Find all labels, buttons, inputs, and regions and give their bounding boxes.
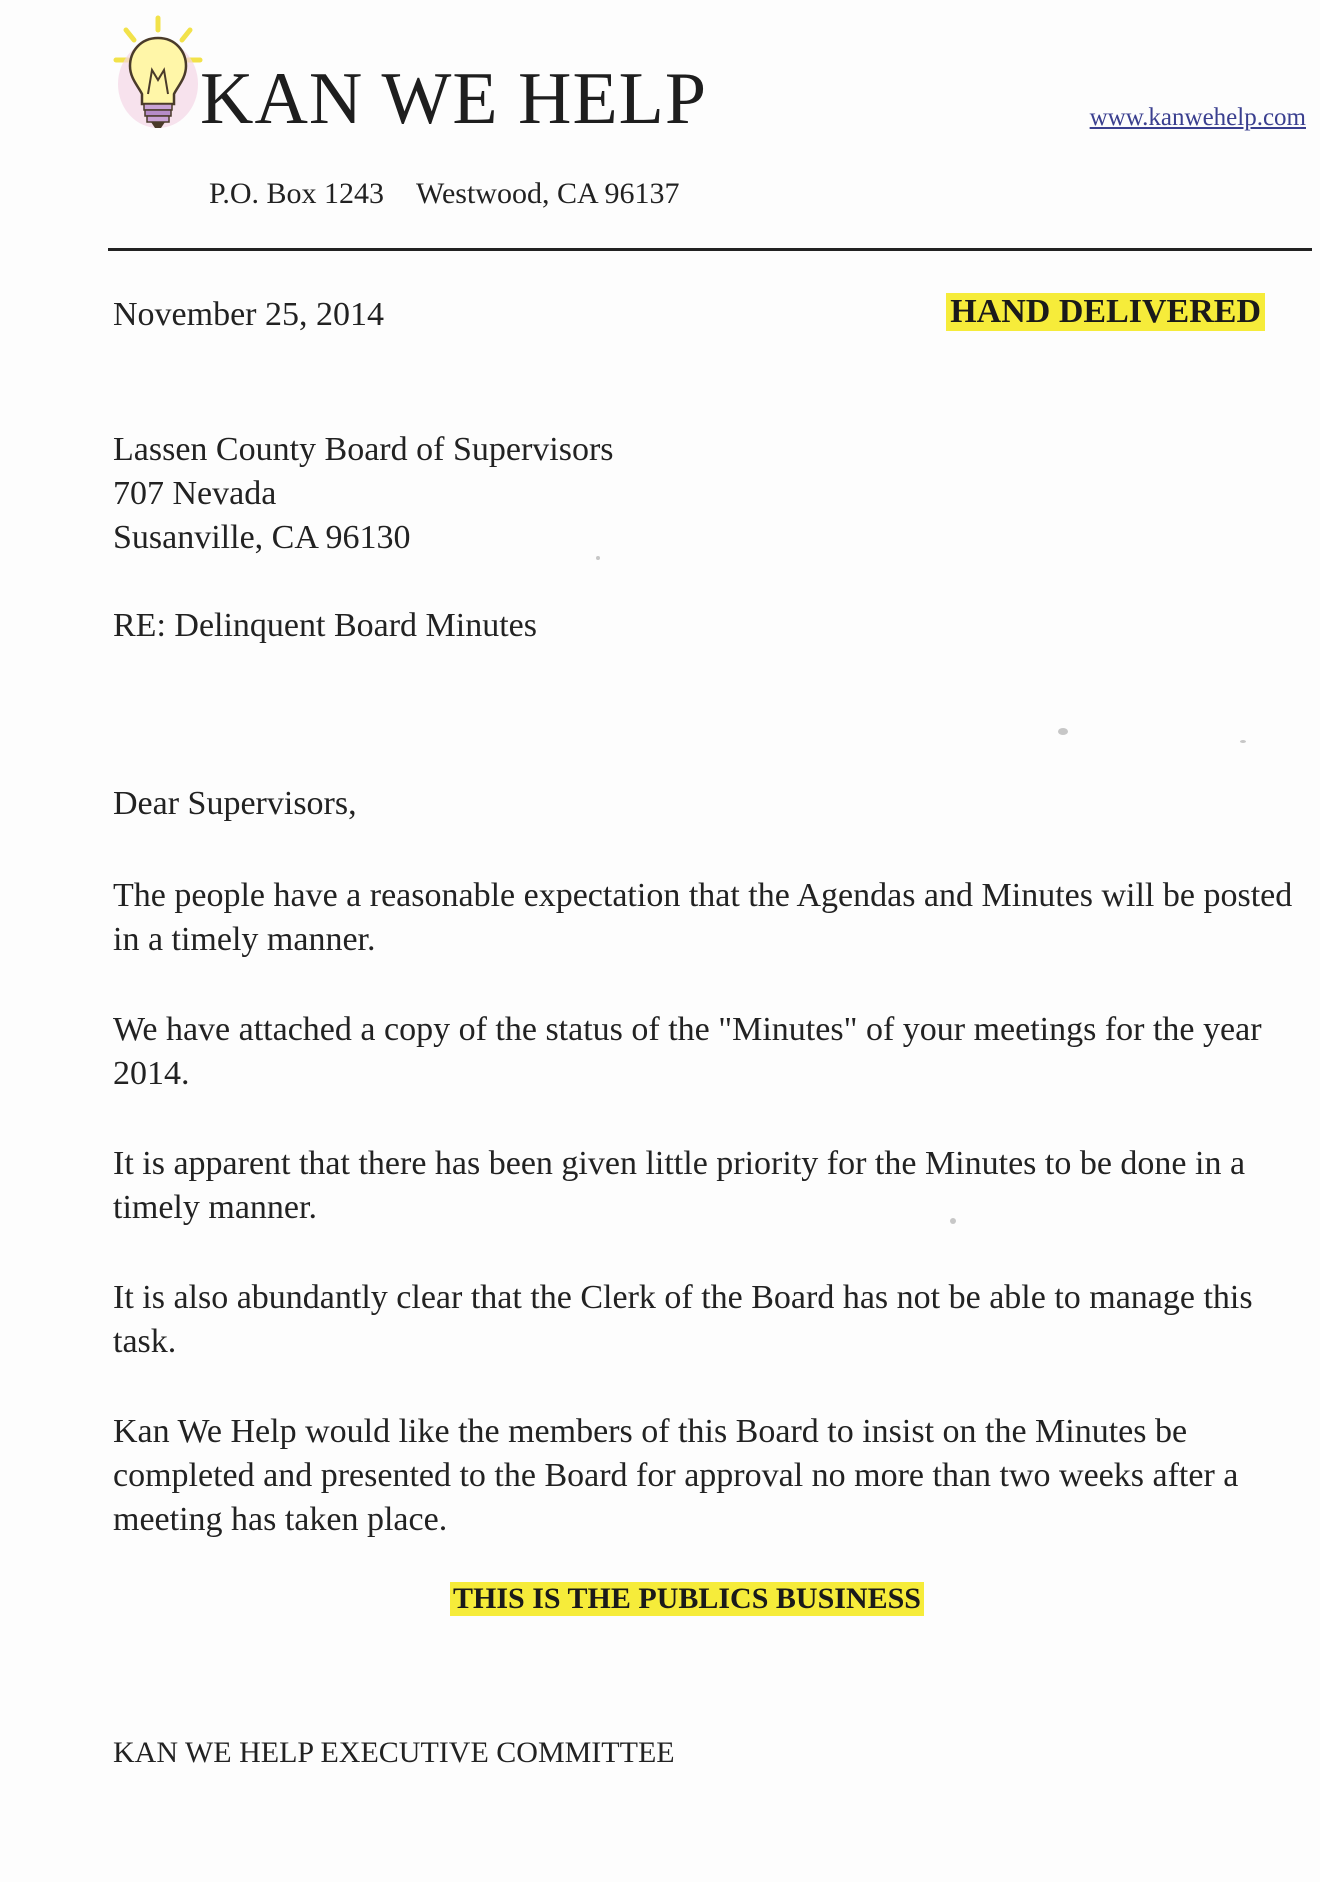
letterhead-address	[209, 177, 679, 211]
salutation: Dear Supervisors,	[113, 785, 357, 822]
emphasis-banner: THIS IS THE PUBLICS BUSINESS	[450, 1582, 924, 1616]
scan-speck	[950, 1218, 956, 1224]
body-paragraph-1: The people have a reasonable expectation that the Agendas and Minutes will be posted in a timely manner.	[113, 877, 1293, 958]
city-state-zip: Westwood, CA 96137	[416, 177, 680, 210]
website-link[interactable]: www.kanwehelp.com	[1089, 104, 1306, 131]
scan-speck	[596, 556, 600, 560]
lightbulb-icon	[112, 14, 204, 134]
scan-speck	[1058, 728, 1068, 735]
hand-delivered-label: HAND DELIVERED	[946, 293, 1265, 331]
recipient-address	[113, 428, 614, 560]
recipient-line-3: Susanville, CA 96130	[113, 519, 411, 556]
body-paragraph-5: Kan We Help would like the members of this Board to insist on the Minutes be completed and presented to the Board for approval no more than two weeks after a meeting has taken place.	[113, 1413, 1239, 1538]
recipient-line-1: Lassen County Board of Supervisors	[113, 431, 614, 468]
signature-line: KAN WE HELP EXECUTIVE COMMITTEE	[113, 1736, 675, 1769]
letterhead-divider	[108, 248, 1312, 251]
body-paragraph-2: We have attached a copy of the status of the "Minutes" of your meetings for the year 2014.	[113, 1011, 1262, 1092]
letter-date: November 25, 2014	[113, 296, 385, 333]
body-paragraph-3: It is apparent that there has been given little priority for the Minutes to be done in a timely manner.	[113, 1145, 1246, 1226]
org-name: KAN WE HELP	[200, 58, 708, 140]
po-box: P.O. Box 1243	[209, 177, 385, 210]
recipient-line-2: 707 Nevada	[113, 475, 277, 512]
subject-line: RE: Delinquent Board Minutes	[113, 607, 538, 644]
body-paragraph-4: It is also abundantly clear that the Clerk of the Board has not be able to manage this task.	[113, 1279, 1253, 1360]
scan-speck	[1240, 740, 1246, 743]
